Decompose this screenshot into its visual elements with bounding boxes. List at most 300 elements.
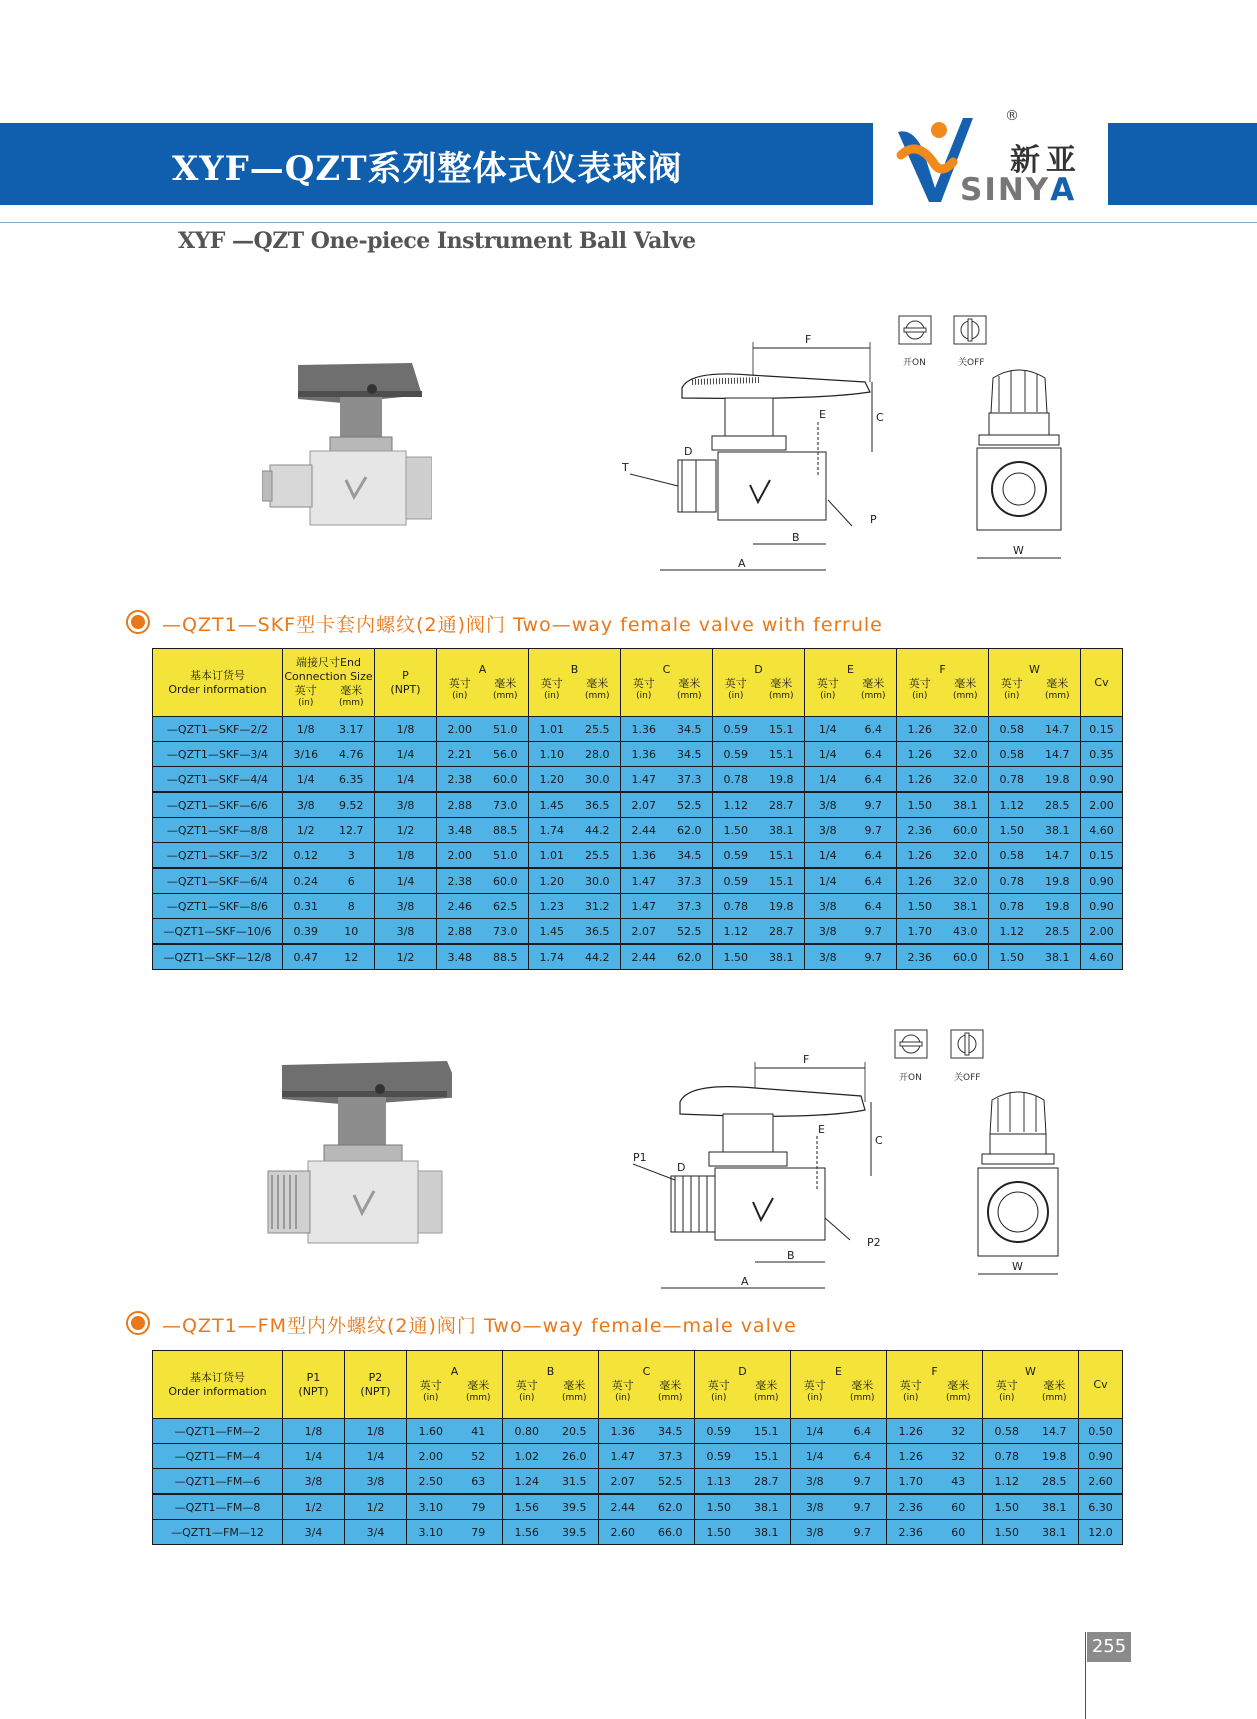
table-cell: 1.70 (907, 924, 932, 938)
table-cell: 12.7 (339, 823, 364, 837)
table-cell: —QZT1—SKF—3/2 (153, 843, 283, 869)
table-cell: 2.60 (610, 1525, 635, 1539)
dim-label-d: D (684, 445, 693, 458)
table-cell: 1.36 (631, 848, 656, 862)
cell-pair (887, 1444, 983, 1469)
table-cell: 20.5 (562, 1424, 587, 1438)
table-cell: 3/8 (296, 798, 315, 812)
table-cell: 38.1 (1045, 823, 1070, 837)
table-cell: 3/16 (293, 747, 319, 761)
table-row (153, 1494, 1123, 1520)
table-cell: 88.5 (493, 950, 518, 964)
table-cell: 0.59 (723, 874, 748, 888)
table-cell: 2.60 (1079, 1469, 1123, 1495)
cell-pair (887, 1419, 983, 1444)
cell-pair (989, 818, 1081, 843)
table-cell: 51.0 (493, 722, 518, 736)
page-number: 255 (1087, 1632, 1131, 1662)
table-cell: 2.88 (447, 798, 472, 812)
table-cell: 1/4 (818, 874, 837, 888)
table-cell: 1.20 (539, 772, 564, 786)
cell-pair (983, 1419, 1079, 1444)
table-cell: —QZT1—SKF—12/8 (153, 944, 283, 970)
table-cell: 0.12 (293, 848, 318, 862)
cell-pair (989, 717, 1081, 742)
header-divider (0, 222, 1257, 223)
table-cell: 38.1 (769, 823, 794, 837)
cell-pair (407, 1469, 503, 1495)
table-cell: 15.1 (769, 747, 794, 761)
dim-label-e: E (819, 408, 826, 421)
table-cell: 9.7 (864, 798, 882, 812)
cell-pair (283, 843, 375, 869)
table-cell: 6.4 (864, 747, 882, 761)
header-dim-d-2: D 英寸 毫米 (in) (mm) (695, 1351, 791, 1419)
cell-pair (503, 1444, 599, 1469)
header-dim-a: A 英寸 毫米 (in) (mm) (437, 649, 529, 717)
table-cell: 44.2 (585, 823, 610, 837)
table-cell: 1.26 (898, 1424, 923, 1438)
table-cell: 0.47 (293, 950, 318, 964)
cell-pair (529, 792, 621, 818)
table-cell: 0.78 (723, 772, 748, 786)
table-cell: 1/2 (345, 1494, 407, 1520)
table-cell: 2.38 (447, 874, 472, 888)
table-cell: 0.78 (994, 1449, 1019, 1463)
table-cell: 1/8 (375, 843, 437, 869)
table-cell: 1.74 (539, 823, 564, 837)
table-cell: 26.0 (562, 1449, 587, 1463)
table-cell: —QZT1—FM—12 (153, 1520, 283, 1545)
table-cell: 0.90 (1081, 894, 1123, 919)
table-cell: 1/2 (296, 823, 315, 837)
table-row (153, 742, 1123, 767)
dim-label-c: C (876, 411, 884, 424)
dimension-drawing-fm (625, 1040, 890, 1302)
table-cell: 1.50 (999, 823, 1024, 837)
table-cell: 3/4 (345, 1520, 407, 1545)
cell-pair (529, 919, 621, 945)
table-cell: 0.90 (1081, 767, 1123, 793)
cell-pair (437, 742, 529, 767)
dim-label-p2: P2 (867, 1236, 881, 1249)
table-cell: 44.2 (585, 950, 610, 964)
table-cell: 3.17 (339, 722, 364, 736)
table-cell: 32.0 (953, 772, 978, 786)
cell-pair (529, 767, 621, 793)
table-cell: 6.4 (864, 848, 882, 862)
table-cell: —QZT1—FM—6 (153, 1469, 283, 1495)
header-p (375, 649, 437, 717)
cell-pair (805, 792, 897, 818)
table-cell: 3/8 (805, 1474, 824, 1488)
cell-pair (989, 919, 1081, 945)
cell-pair (599, 1444, 695, 1469)
table-cell: 12.0 (1079, 1520, 1123, 1545)
table-cell: 1.50 (706, 1525, 731, 1539)
table-cell: 52.5 (658, 1474, 683, 1488)
table-cell: 51.0 (493, 848, 518, 862)
table-cell: 0.59 (723, 747, 748, 761)
spec-table-fm (152, 1350, 1123, 1545)
cell-pair (805, 843, 897, 869)
dim-label-f-2: F (803, 1053, 810, 1066)
table-cell: 0.78 (999, 772, 1024, 786)
table-cell: 37.3 (677, 899, 702, 913)
table-row (153, 919, 1123, 945)
header-dim-e: E 英寸 毫米 (in) (mm) (805, 649, 897, 717)
table-cell: 2.00 (1081, 792, 1123, 818)
table-row (153, 1520, 1123, 1545)
dim-label-t: T (622, 461, 629, 474)
table-cell: 39.5 (562, 1525, 587, 1539)
brand-name-cn: 新亚 (1010, 143, 1082, 178)
table-cell: 0.78 (999, 874, 1024, 888)
header-order-cn: 基本订货号 (190, 668, 245, 682)
registered-mark: ® (1005, 108, 1019, 124)
cell-pair (805, 944, 897, 970)
table-cell: —QZT1—SKF—8/6 (153, 894, 283, 919)
table-cell: 43 (951, 1474, 966, 1488)
table-cell: 1/4 (375, 767, 437, 793)
header-p-label: P (402, 668, 409, 682)
header-dim-w: W 英寸 毫米 (in) (mm) (989, 649, 1081, 717)
side-view-fm (968, 1086, 1068, 1286)
table-cell: 2.00 (1081, 919, 1123, 945)
cell-pair (713, 818, 805, 843)
cell-pair (983, 1520, 1079, 1545)
cell-pair (713, 894, 805, 919)
section-title-skf-text: —QZT1—SKF型卡套内螺纹(2通)阀门 Two—way female valve with ferrule (162, 614, 883, 636)
table-cell: 1.23 (539, 899, 564, 913)
cell-pair (989, 843, 1081, 869)
table-cell: 1.24 (514, 1474, 539, 1488)
table-cell: 3/8 (375, 792, 437, 818)
cell-pair (621, 792, 713, 818)
cell-pair (599, 1469, 695, 1495)
table-cell: 2.36 (898, 1500, 923, 1514)
spec-table-skf (152, 648, 1123, 970)
header-dim-c-2: C 英寸 毫米 (in) (mm) (599, 1351, 695, 1419)
section-title-fm (128, 1311, 797, 1338)
cell-pair (897, 767, 989, 793)
cell-pair (989, 868, 1081, 894)
cell-pair (805, 717, 897, 742)
table-cell: 9.7 (864, 950, 882, 964)
table-cell: 1/4 (296, 772, 315, 786)
table-cell: 1.36 (631, 747, 656, 761)
cell-pair (695, 1444, 791, 1469)
table-cell: 60 (951, 1525, 966, 1539)
cell-pair (713, 717, 805, 742)
table-cell: 28.0 (585, 747, 610, 761)
table-cell: 3.10 (418, 1500, 443, 1514)
header-dim-b-2: B 英寸 毫米 (in) (mm) (503, 1351, 599, 1419)
table-cell: 62.5 (493, 899, 518, 913)
header-cv: Cv (1081, 649, 1123, 717)
table-cell: 3/8 (345, 1469, 407, 1495)
table-cell: 66.0 (658, 1525, 683, 1539)
table-cell: 1.01 (539, 722, 564, 736)
table-cell: 36.5 (585, 924, 610, 938)
table-cell: 63 (471, 1474, 486, 1488)
table-cell: 34.5 (677, 722, 702, 736)
table-cell: 56.0 (493, 747, 518, 761)
brand-name-en-accent: A (1050, 172, 1077, 208)
table-cell: 32.0 (953, 722, 978, 736)
header-inch: 英寸 (294, 683, 317, 697)
table-cell: 1.45 (539, 798, 564, 812)
dim-label-p: P (870, 513, 877, 526)
table-cell: 9.7 (864, 924, 882, 938)
table-cell: 9.7 (864, 823, 882, 837)
table-cell: 62.0 (677, 823, 702, 837)
table-cell: —QZT1—SKF—4/4 (153, 767, 283, 793)
dim-label-e-2: E (818, 1123, 825, 1136)
table-cell: 1.47 (631, 899, 656, 913)
table-cell: 1/8 (375, 717, 437, 742)
cell-pair (283, 894, 375, 919)
table-cell: 62.0 (677, 950, 702, 964)
table-cell: 0.58 (994, 1424, 1019, 1438)
cell-pair (283, 868, 375, 894)
header-dim-w-2: W 英寸 毫米 (in) (mm) (983, 1351, 1079, 1419)
cell-pair (437, 818, 529, 843)
table-cell: 1.45 (539, 924, 564, 938)
table-cell: 3/8 (818, 924, 837, 938)
table-cell: 0.90 (1081, 868, 1123, 894)
table-cell: 1.12 (723, 924, 748, 938)
table-cell: 15.1 (769, 874, 794, 888)
table-cell: 37.3 (677, 874, 702, 888)
table-cell: 3/8 (375, 919, 437, 945)
table-cell: 8 (347, 899, 355, 913)
table-cell: 3/8 (818, 823, 837, 837)
table-cell: 2.36 (907, 823, 932, 837)
table-cell: 4.60 (1081, 818, 1123, 843)
header-dim-a-2: A 英寸 毫米 (in) (mm) (407, 1351, 503, 1419)
table-cell: 19.8 (1045, 899, 1070, 913)
page-number-rule (1085, 1632, 1086, 1719)
table-cell: 2.44 (631, 950, 656, 964)
table-cell: 1.50 (723, 823, 748, 837)
table-cell: 1.47 (631, 874, 656, 888)
valve-open-icon-2 (894, 1029, 928, 1059)
table-cell: 1/4 (375, 742, 437, 767)
cell-pair (897, 818, 989, 843)
side-view-skf (965, 368, 1075, 568)
table-cell: 3/8 (283, 1469, 345, 1495)
cell-pair (503, 1494, 599, 1520)
header-connection (283, 649, 375, 717)
cell-pair (599, 1494, 695, 1520)
table-cell: 1.26 (898, 1449, 923, 1463)
dim-label-a: A (738, 557, 746, 570)
table-cell: 1/4 (283, 1444, 345, 1469)
table-cell: 3 (347, 848, 355, 862)
cell-pair (791, 1494, 887, 1520)
header-dim-e-2: E 英寸 毫米 (in) (mm) (791, 1351, 887, 1419)
table-cell: 32.0 (953, 848, 978, 862)
table-cell: 15.1 (754, 1449, 779, 1463)
legend-off-label: 关OFF (958, 358, 985, 368)
cell-pair (437, 792, 529, 818)
table-cell: 1/4 (805, 1449, 824, 1463)
table-cell: 15.1 (754, 1424, 779, 1438)
table-cell: 25.5 (585, 848, 610, 862)
dim-label-b: B (792, 531, 800, 544)
table-cell: 3.48 (447, 950, 472, 964)
cell-pair (805, 818, 897, 843)
table-cell: 6 (347, 874, 355, 888)
legend-on-label-2: 开ON (899, 1073, 922, 1083)
table-row (153, 843, 1123, 869)
table-cell: 43.0 (953, 924, 978, 938)
table-cell: 9.52 (339, 798, 364, 812)
table-cell: 30.0 (585, 772, 610, 786)
table-cell: 1.26 (907, 722, 932, 736)
cell-pair (621, 818, 713, 843)
table-cell: 0.50 (1079, 1419, 1123, 1444)
table-cell: 2.00 (447, 722, 472, 736)
section-title-fm-text: —QZT1—FM型内外螺纹(2通)阀门 Two—way female—male valve (162, 1315, 797, 1337)
table-cell: 73.0 (493, 924, 518, 938)
valve-off-icon (953, 315, 987, 345)
table-cell: 1/4 (375, 868, 437, 894)
table-cell: 1.50 (907, 899, 932, 913)
cell-pair (407, 1494, 503, 1520)
table-cell: 2.50 (418, 1474, 443, 1488)
table-cell: 0.78 (723, 899, 748, 913)
table-cell: 3.10 (418, 1525, 443, 1539)
table-cell: —QZT1—SKF—3/4 (153, 742, 283, 767)
table-cell: 2.44 (631, 823, 656, 837)
table-cell: 52 (471, 1449, 486, 1463)
table-cell: 19.8 (1045, 874, 1070, 888)
table-cell: 31.5 (562, 1474, 587, 1488)
table-cell: 32 (951, 1424, 966, 1438)
cell-pair (897, 868, 989, 894)
table-cell: 0.39 (293, 924, 318, 938)
header-npt: (NPT) (390, 682, 421, 696)
cell-pair (599, 1520, 695, 1545)
cell-pair (503, 1520, 599, 1545)
table-cell: 6.35 (339, 772, 364, 786)
table-cell: 1.10 (539, 747, 564, 761)
table-row (153, 1469, 1123, 1495)
cell-pair (437, 944, 529, 970)
table-cell: 1.12 (723, 798, 748, 812)
table-cell: 60.0 (493, 772, 518, 786)
dim-label-w-2: W (1012, 1260, 1023, 1273)
page-subtitle: XYF —QZT One-piece Instrument Ball Valve (178, 228, 696, 254)
cell-pair (621, 944, 713, 970)
table-cell: 28.7 (769, 924, 794, 938)
cell-pair (283, 742, 375, 767)
table-cell: 1/4 (345, 1444, 407, 1469)
cell-pair (897, 894, 989, 919)
brand-name-en (960, 172, 1076, 208)
table-cell: 0.31 (293, 899, 318, 913)
table-cell: 2.21 (447, 747, 472, 761)
table-row (153, 792, 1123, 818)
cell-pair (713, 843, 805, 869)
cell-pair (407, 1419, 503, 1444)
table-cell: 1.20 (539, 874, 564, 888)
table-cell: —QZT1—SKF—8/8 (153, 818, 283, 843)
table-cell: 2.00 (447, 848, 472, 862)
header-unit-in: (in) (298, 697, 314, 708)
table-cell: —QZT1—FM—8 (153, 1494, 283, 1520)
table-cell: 1.02 (514, 1449, 539, 1463)
table-cell: 34.5 (677, 848, 702, 862)
table-cell: 1.56 (514, 1500, 539, 1514)
table-cell: 2.36 (907, 950, 932, 964)
table-cell: 1.50 (907, 798, 932, 812)
table-cell: 3/8 (818, 950, 837, 964)
table-cell: 1.60 (418, 1424, 443, 1438)
table-cell: 1.74 (539, 950, 564, 964)
header-dim-d: D 英寸 毫米 (in) (mm) (713, 649, 805, 717)
cell-pair (529, 717, 621, 742)
table-cell: —QZT1—SKF—6/6 (153, 792, 283, 818)
cell-pair (887, 1494, 983, 1520)
cell-pair (713, 944, 805, 970)
table-cell: 3/4 (283, 1520, 345, 1545)
cell-pair (437, 894, 529, 919)
table-cell: 60.0 (493, 874, 518, 888)
table-cell: 1.50 (723, 950, 748, 964)
cell-pair (897, 792, 989, 818)
table-cell: 2.44 (610, 1500, 635, 1514)
valve-photo-fm (262, 1053, 452, 1253)
cell-pair (283, 717, 375, 742)
cell-pair (897, 919, 989, 945)
cell-pair (989, 767, 1081, 793)
cell-pair (621, 742, 713, 767)
table-cell: 14.7 (1045, 747, 1070, 761)
table-cell: 0.15 (1081, 843, 1123, 869)
table-cell: 3.48 (447, 823, 472, 837)
table-row (153, 767, 1123, 793)
table-cell: 1.56 (514, 1525, 539, 1539)
table-cell: 73.0 (493, 798, 518, 812)
cell-pair (713, 742, 805, 767)
cell-pair (283, 792, 375, 818)
table-cell: 3/8 (818, 899, 837, 913)
page-title: XYF—QZT系列整体式仪表球阀 (172, 149, 683, 189)
table-cell: 1/4 (805, 1424, 824, 1438)
table-cell: 4.76 (339, 747, 364, 761)
brand-name-en-prefix: SINY (960, 172, 1051, 208)
table-cell: 38.1 (1042, 1525, 1067, 1539)
table-cell: 0.59 (706, 1424, 731, 1438)
cell-pair (621, 717, 713, 742)
table-cell: 34.5 (658, 1424, 683, 1438)
table-cell: 2.00 (418, 1449, 443, 1463)
table-cell: 25.5 (585, 722, 610, 736)
cell-pair (529, 868, 621, 894)
cell-pair (503, 1469, 599, 1495)
header-mm: 毫米 (340, 683, 363, 697)
table-cell: 38.1 (953, 798, 978, 812)
table-cell: 79 (471, 1500, 486, 1514)
table-cell: 0.58 (999, 848, 1024, 862)
header-conn-en: Connection Size (284, 670, 373, 683)
cell-pair (897, 843, 989, 869)
table-cell: 0.15 (1081, 717, 1123, 742)
cell-pair (437, 868, 529, 894)
